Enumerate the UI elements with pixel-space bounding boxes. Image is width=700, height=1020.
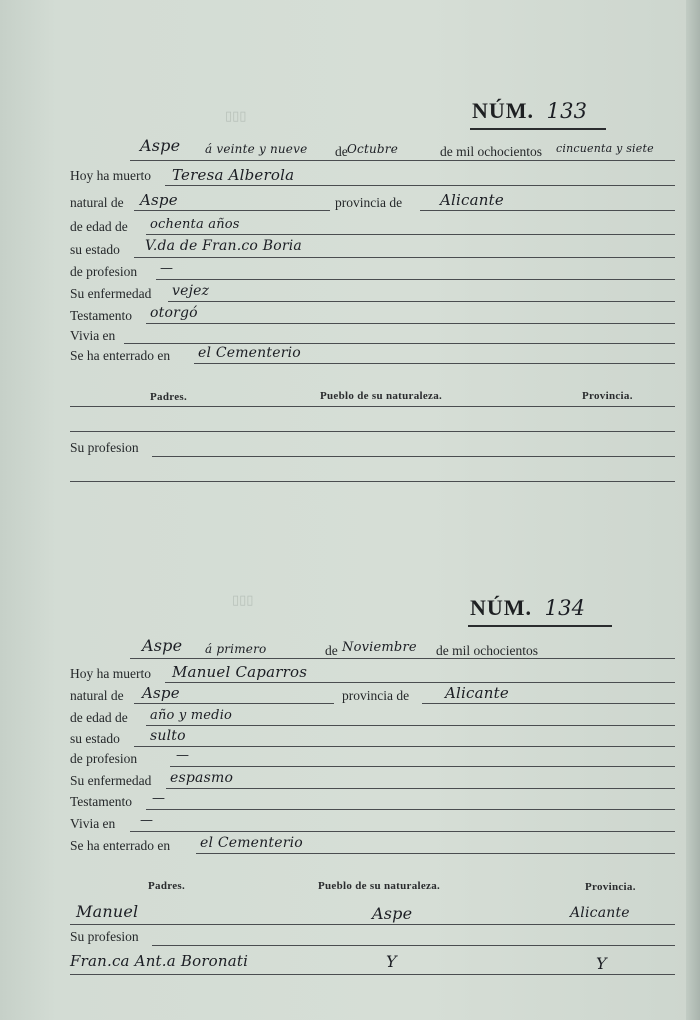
enterrado-label: Se ha enterrado en (70, 838, 171, 853)
rule (420, 210, 675, 211)
profesion-value: — (160, 261, 174, 276)
padres-header: Padres. (148, 880, 186, 892)
entry-place: Aspe (140, 136, 181, 155)
de-label: de (335, 144, 348, 159)
de-label: de (325, 643, 338, 658)
bleed-through-mark: ▯▯▯ (232, 592, 254, 607)
rule (166, 788, 675, 789)
entry-number-underline (468, 625, 612, 627)
edad-label: de edad de (70, 219, 128, 234)
rule (156, 279, 675, 280)
enfermedad-label: Su enfermedad (70, 773, 152, 788)
rule (130, 658, 675, 659)
rule (134, 210, 330, 211)
deceased-name: Manuel Caparros (172, 663, 308, 681)
madre-name: Fran.ca Ant.a Boronati (70, 952, 249, 970)
rule (194, 363, 675, 364)
entry-month: Noviembre (342, 640, 417, 655)
natural-value: Aspe (142, 684, 180, 702)
rule (152, 456, 675, 457)
hoy-label: Hoy ha muerto (70, 168, 151, 183)
natural-label: natural de (70, 688, 124, 703)
rule (152, 945, 675, 946)
entry-number-value: 133 (546, 99, 588, 123)
entry-number (470, 595, 585, 621)
entry-place: Aspe (142, 636, 183, 655)
testamento-label: Testamento (70, 794, 133, 809)
enterrado-label: Se ha enterrado en (70, 348, 171, 363)
vivia-label: Vivia en (70, 816, 116, 831)
edad-value: año y medio (150, 708, 233, 723)
su-profesion-label: Su profesion (70, 929, 139, 944)
madre-provincia: Y (596, 954, 607, 973)
entry-number (472, 98, 587, 124)
estado-value: sulto (150, 728, 186, 744)
entry-number-underline (470, 128, 606, 130)
rule (196, 853, 675, 854)
entry-number-value: 134 (544, 596, 586, 620)
profesion-label: de profesion (70, 264, 138, 279)
edad-label: de edad de (70, 710, 128, 725)
estado-label: su estado (70, 731, 120, 746)
testamento-value: otorgó (150, 305, 198, 321)
rule (130, 831, 675, 832)
edad-value: ochenta años (150, 217, 240, 232)
rule (168, 301, 675, 302)
profesion-value: — (176, 748, 190, 763)
entry-number-label: NÚM. (470, 595, 533, 620)
natural-label: natural de (70, 195, 124, 210)
pueblo-header: Pueblo de su naturaleza. (320, 390, 443, 402)
rule (146, 809, 675, 810)
entry-number-label: NÚM. (472, 98, 535, 123)
madre-pueblo: Y (386, 952, 397, 971)
enterrado-value: el Cementerio (200, 835, 303, 851)
rule (146, 725, 675, 726)
profesion-label: de profesion (70, 751, 138, 766)
rule (165, 185, 675, 186)
provincia-header: Provincia. (582, 390, 633, 402)
pueblo-header: Pueblo de su naturaleza. (318, 880, 441, 892)
hoy-label: Hoy ha muerto (70, 666, 151, 681)
rule (170, 766, 675, 767)
su-profesion-label: Su profesion (70, 440, 139, 455)
rule (146, 323, 675, 324)
rule (165, 682, 675, 683)
rule (134, 703, 334, 704)
padre-provincia: Alicante (570, 905, 630, 921)
year-prefix-label: de mil ochocientos (440, 144, 542, 159)
rule (70, 924, 675, 925)
testamento-value: — (152, 791, 166, 806)
entry-month: Octubre (347, 142, 399, 156)
estado-label: su estado (70, 242, 120, 257)
vivia-value: — (140, 813, 154, 828)
rule (124, 343, 675, 344)
enfermedad-value: espasmo (170, 770, 234, 786)
enterrado-value: el Cementerio (198, 345, 301, 361)
provincia-label: provincia de (342, 688, 410, 703)
enfermedad-label: Su enfermedad (70, 286, 152, 301)
book-spine-shadow (686, 0, 700, 1020)
rule (134, 746, 675, 747)
rule (70, 431, 675, 432)
provincia-value: Alicante (440, 191, 504, 209)
rule (134, 257, 675, 258)
testamento-label: Testamento (70, 308, 133, 323)
vivia-label: Vivia en (70, 328, 116, 343)
rule (422, 703, 675, 704)
rule (146, 234, 675, 235)
padre-name: Manuel (76, 902, 139, 921)
provincia-label: provincia de (335, 195, 403, 210)
deceased-name: Teresa Alberola (172, 166, 295, 184)
entry-day: á primero (205, 642, 267, 656)
padres-header: Padres. (150, 391, 188, 403)
provincia-header: Provincia. (585, 881, 636, 893)
estado-value: V.da de Fran.co Boria (145, 238, 302, 254)
rule (70, 481, 675, 482)
entry-year-hand: cincuenta y siete (556, 142, 654, 155)
rule (130, 160, 675, 161)
enfermedad-value: vejez (172, 283, 210, 299)
bleed-through-mark: ▯▯▯ (225, 108, 247, 123)
provincia-value: Alicante (445, 684, 509, 702)
entry-day: á veinte y nueve (205, 142, 308, 156)
year-prefix-label: de mil ochocientos (436, 643, 538, 658)
rule (70, 406, 675, 407)
padre-pueblo: Aspe (372, 904, 413, 923)
natural-value: Aspe (140, 191, 178, 209)
rule (70, 974, 675, 975)
